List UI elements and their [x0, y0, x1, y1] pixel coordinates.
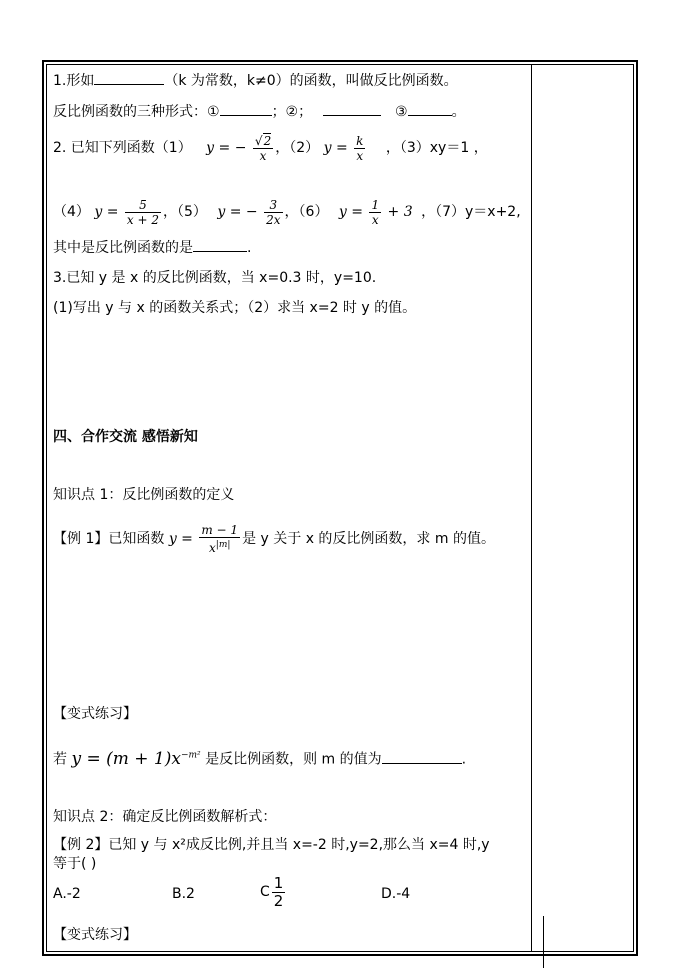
option-d: D.-4 [381, 886, 411, 902]
section4-heading: 四、合作交流 感悟新知 [53, 429, 198, 445]
example2-line1: 【例 2】已知 y 与 x²成反比例,并且当 x=-2 时,y=2,那么当 x=4 时,y [53, 837, 490, 853]
q1-line2: 反比例函数的三种形式：① ；②； ③ 。 [53, 101, 466, 122]
q1-line1: 1.形如 （k 为常数，k≠0）的函数，叫做反比例函数。 [53, 70, 458, 91]
q2-blank[interactable] [193, 237, 247, 252]
q1-blank-1[interactable] [94, 70, 164, 85]
example1: 【例 1】已知函数 y = $\frac{m - 1}{x^{|m|}}$ 是 y 关于 x 的反比例函数，求 m 的值。 [53, 523, 495, 555]
variant1-question: 若 $y = (m + 1)x^{-m^2}$ 是反比例函数，则 m 的值为 . [53, 748, 467, 769]
option-c: C $\frac{1}{2}$ [260, 873, 284, 910]
formula-6: y = $\frac{1}{x}$ + 3 [338, 197, 413, 227]
example2-line2: 等于( ) [53, 856, 97, 872]
formula-2: y = $\frac{k}{x}$ [323, 133, 364, 163]
option-b: B.2 [172, 886, 195, 902]
formula-v1: $y = (m + 1)x^{-m^2}$ [71, 748, 201, 769]
formula-5: y = − $\frac{3}{2x}$ [217, 197, 281, 227]
q1-blank-2[interactable] [220, 101, 272, 116]
kp1-title: 知识点 1：反比例函数的定义 [53, 487, 235, 503]
variant1-title: 【变式练习】 [53, 706, 137, 722]
q2-question: 其中是反比例函数的是 . [53, 237, 251, 258]
q1-blank-4[interactable] [408, 101, 452, 116]
v1-blank[interactable] [382, 749, 462, 764]
formula-4: y = $\frac{5}{x + 2}$ [94, 197, 160, 227]
kp2-title: 知识点 2：确定反比例函数解析式： [53, 809, 277, 825]
q1-blank-3[interactable] [323, 101, 381, 116]
q3-line2: (1)写出 y 与 x 的函数关系式；（2）求当 x=2 时 y 的值。 [53, 300, 417, 316]
q2-line2: （4） y = $\frac{5}{x + 2}$ ，（5） y = − $\frac{3}{2x}$ ，（6） y = $\frac{1}{x}$ + 3 ，（7）y＝x+2, [53, 197, 521, 227]
formula-1: y = − $\frac{√2}{x}$ [206, 133, 272, 163]
q3-line1: 3.已知 y 是 x 的反比例函数，当 x=0.3 时，y=10. [53, 270, 377, 286]
option-a: A.-2 [53, 886, 81, 902]
formula-ex1: y = $\frac{m - 1}{x^{|m|}}$ [168, 523, 239, 555]
column-divider [531, 64, 532, 952]
stub-line [543, 916, 544, 968]
variant2-title: 【变式练习】 [53, 927, 137, 943]
q2-line1: 2. 已知下列函数（1） y = − $\frac{√2}{x}$ ，（2） y = $\frac{k}{x}$ ，（3）xy＝1 ， [53, 133, 488, 163]
